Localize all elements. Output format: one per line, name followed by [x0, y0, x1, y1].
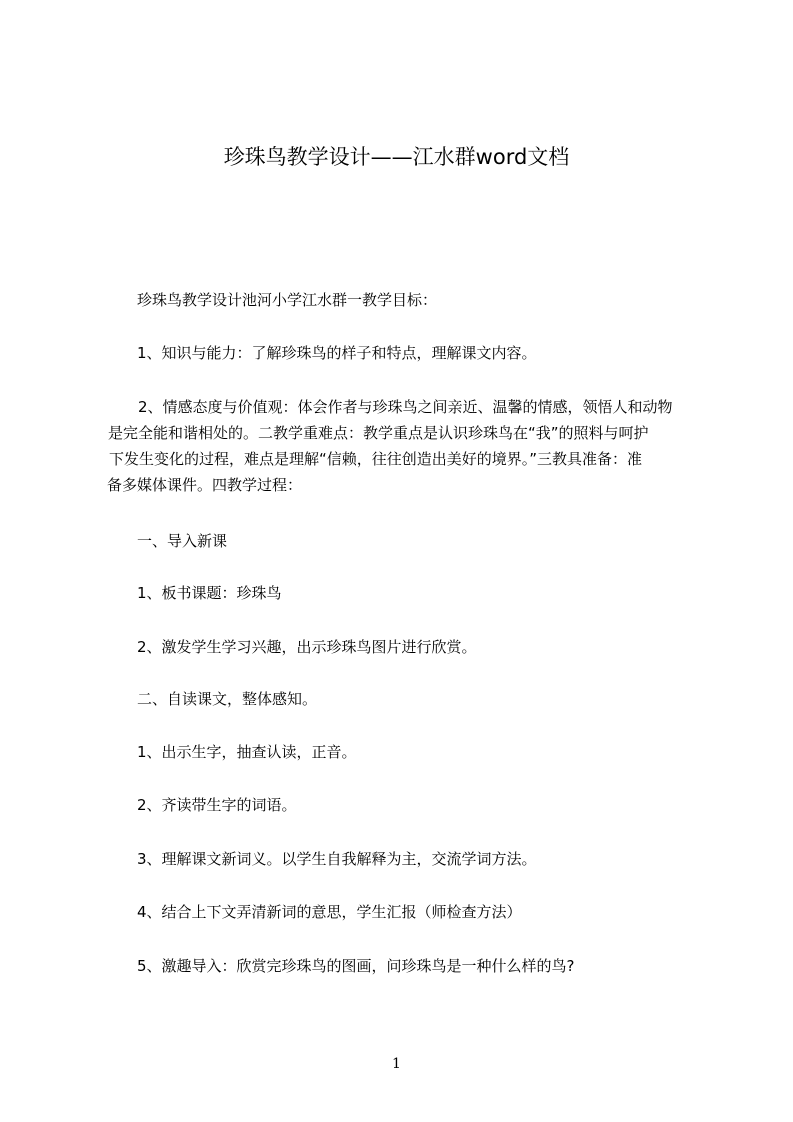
paragraph-step: 1、板书课题：珍珠鸟 [137, 584, 282, 602]
paragraph-line: 2、情感态度与价值观：体会作者与珍珠鸟之间亲近、温馨的情感，领悟人和动物 [138, 398, 673, 416]
document-title: 珍珠鸟教学设计——江水群word文档 [223, 145, 570, 169]
section-heading-1: 一、导入新课 [137, 532, 228, 550]
paragraph-step: 2、齐读带生字的词语。 [137, 796, 297, 814]
section-heading-2: 二、自读课文，整体感知。 [137, 690, 318, 708]
page-number: 1 [392, 1056, 401, 1072]
paragraph-line: 下发生变化的过程，难点是理解“信赖，往往创造出美好的境界。”三教具准备：准 [109, 450, 643, 468]
paragraph-step: 4、结合上下文弄清新词的意思，学生汇报（师检查方法） [137, 903, 522, 921]
paragraph-goal-1: 1、知识与能力：了解珍珠鸟的样子和特点，理解课文内容。 [137, 344, 537, 362]
paragraph-intro: 珍珠鸟教学设计池河小学江水群一教学目标： [137, 291, 438, 309]
paragraph-goal-2 [107, 394, 673, 498]
paragraph-step: 3、理解课文新词义。以学生自我解释为主，交流学词方法。 [137, 850, 537, 868]
paragraph-step: 1、出示生字，抽查认读，正音。 [137, 743, 357, 761]
paragraph-line: 是完全能和谐相处的。二教学重难点：教学重点是认识珍珠鸟在“我”的照料与呵护 [108, 424, 649, 442]
paragraph-step: 5、激趣导入：欣赏完珍珠鸟的图画，问珍珠鸟是一种什么样的鸟? [137, 957, 575, 975]
paragraph-step: 2、激发学生学习兴趣，出示珍珠鸟图片进行欣赏。 [137, 638, 477, 656]
paragraph-line: 备多媒体课件。四教学过程： [107, 476, 303, 494]
